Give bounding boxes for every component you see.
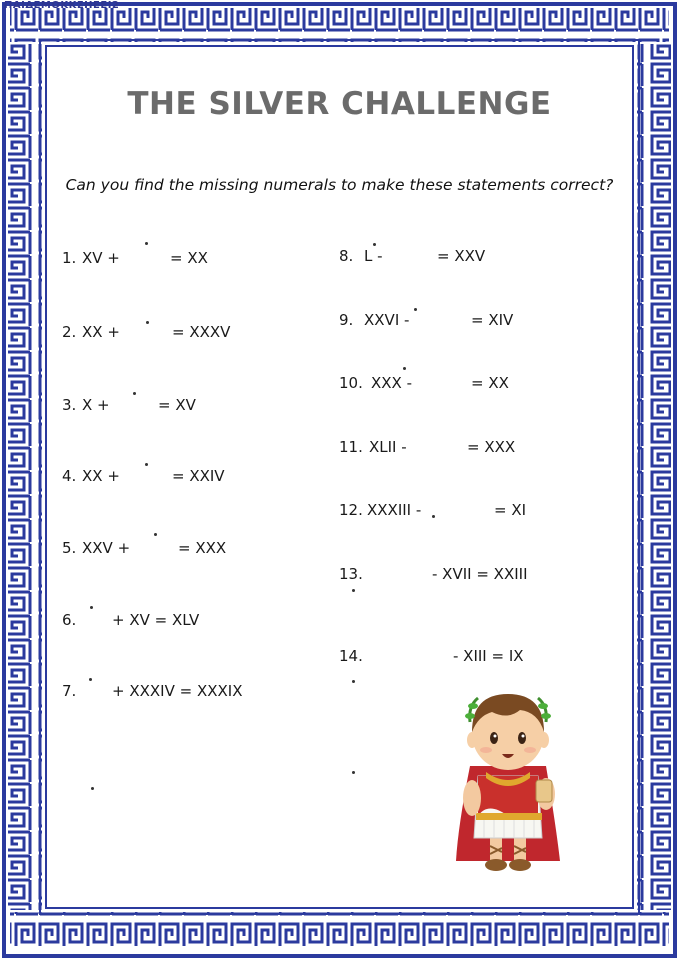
watermark-text: ΠΑΙΔΕΜΟΚΚΣΗΕΕΙ2 — [4, 0, 120, 11]
question-left-part: XXX - — [371, 374, 413, 392]
question-number: 9. — [339, 311, 354, 329]
dot-mark — [154, 533, 157, 536]
question-number: 12. — [339, 501, 363, 519]
page-title: THE SILVER CHALLENGE — [127, 86, 552, 122]
question-right-part: = XXXV — [172, 323, 231, 341]
question-number: 7. — [62, 682, 77, 700]
question-right-part: = XI — [494, 501, 527, 519]
question-number: 2. — [62, 323, 77, 341]
question-number: 6. — [62, 611, 77, 629]
dot-mark — [352, 589, 355, 592]
question-left-part: XXVI - — [364, 311, 410, 329]
question-number: 3. — [62, 396, 77, 414]
question-number: 13. — [339, 565, 363, 583]
question-number: 5. — [62, 539, 77, 557]
dot-mark — [352, 771, 355, 774]
dot-mark — [403, 367, 406, 370]
question-left-part: X + — [82, 396, 110, 414]
dot-mark — [133, 392, 136, 395]
question-left-part: XX + — [82, 467, 120, 485]
question-right-part: + XV = XLV — [112, 611, 200, 629]
question-left-part: XV + — [82, 249, 120, 267]
question-right-part: = XXIV — [172, 467, 225, 485]
question-right-part: = XXX — [467, 438, 516, 456]
question-number: 8. — [339, 247, 354, 265]
dot-mark — [373, 243, 376, 246]
question-right-part: - XVII = XXIII — [432, 565, 528, 583]
question-left-part: XX + — [82, 323, 120, 341]
question-number: 4. — [62, 467, 77, 485]
question-number: 1. — [62, 249, 77, 267]
dot-mark — [414, 308, 417, 311]
question-right-part: = XX — [170, 249, 208, 267]
dot-mark — [145, 463, 148, 466]
question-right-part: = XV — [158, 396, 196, 414]
question-left-part: XXXIII - — [367, 501, 422, 519]
instruction-text: Can you find the missing numerals to make these statements correct? — [65, 176, 614, 194]
question-number: 11. — [339, 438, 363, 456]
question-right-part: = XX — [471, 374, 509, 392]
dot-mark — [90, 606, 93, 609]
question-left-part: XLII - — [369, 438, 407, 456]
dot-mark — [432, 515, 435, 518]
dot-mark — [146, 321, 149, 324]
question-right-part: + XXXIV = XXXIX — [112, 682, 243, 700]
question-left-part: XXV + — [82, 539, 131, 557]
dot-mark — [145, 242, 148, 245]
roman-child-illustration — [448, 676, 568, 876]
question-right-part: = XXV — [437, 247, 486, 265]
question-right-part: = XIV — [471, 311, 514, 329]
question-number: 10. — [339, 374, 363, 392]
dot-mark — [352, 680, 355, 683]
dot-mark — [89, 678, 92, 681]
question-right-part: - XIII = IX — [453, 647, 524, 665]
dot-mark — [91, 787, 94, 790]
question-left-part: L - — [364, 247, 383, 265]
question-number: 14. — [339, 647, 363, 665]
question-right-part: = XXX — [178, 539, 227, 557]
